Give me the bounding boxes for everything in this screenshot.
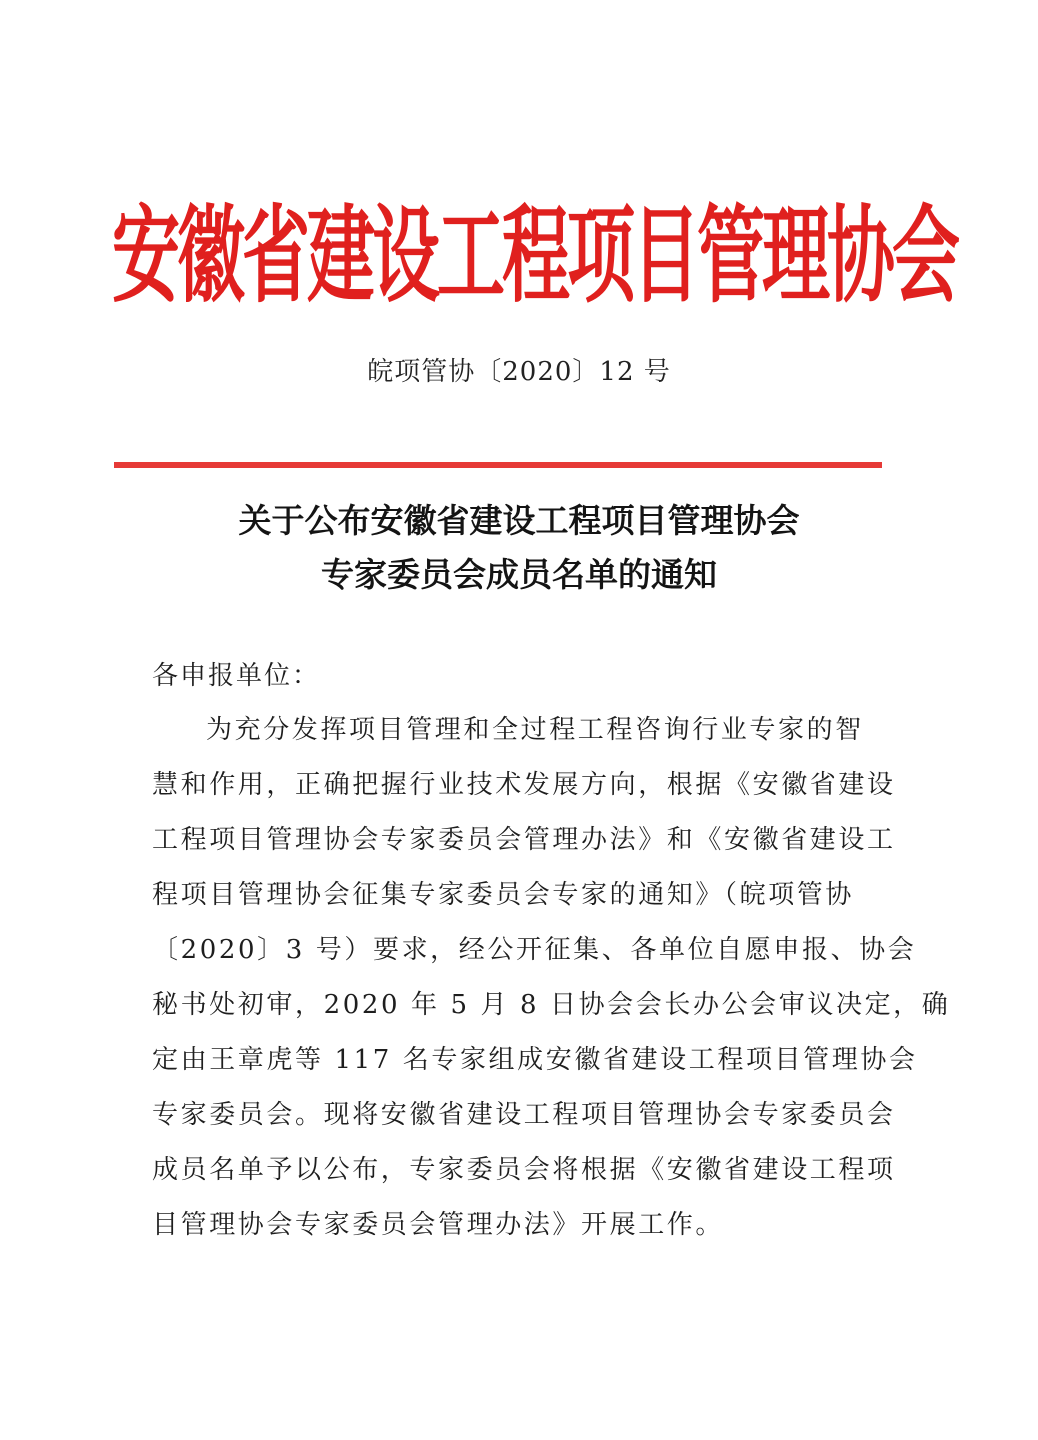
- body-line: 定由王章虎等 117 名专家组成安徽省建设工程项目管理协会: [152, 1045, 918, 1075]
- notice-title-line-2: 专家委员会成员名单的通知: [321, 555, 717, 594]
- body-line: 〔2020〕3 号）要求，经公开征集、各单位自愿申报、协会: [152, 935, 917, 965]
- body-line: 专家委员会。现将安徽省建设工程项目管理协会专家委员会: [152, 1100, 896, 1130]
- body-paragraph: [152, 703, 951, 1253]
- body-line: 目管理协会专家委员会管理办法》开展工作。: [152, 1210, 725, 1240]
- body-line: 工程项目管理协会专家委员会管理办法》和《安徽省建设工: [152, 825, 896, 855]
- red-divider-rule: [114, 462, 882, 468]
- body-line: 慧和作用，正确把握行业技术发展方向，根据《安徽省建设: [152, 770, 896, 800]
- organization-header: 安徽省建设工程项目管理协会: [112, 196, 958, 319]
- document-number: 皖项管协〔2020〕12 号: [367, 357, 671, 387]
- body-line: 成员名单予以公布，专家委员会将根据《安徽省建设工程项: [152, 1155, 896, 1185]
- notice-title: [0, 494, 1038, 602]
- body-line: 程项目管理协会征集专家委员会专家的通知》（皖项管协: [152, 880, 855, 910]
- salutation: 各申报单位：: [152, 661, 321, 691]
- body-line: 秘书处初审，2020 年 5 月 8 日协会会长办公会审议决定，确: [152, 990, 951, 1020]
- notice-title-line-1: 关于公布安徽省建设工程项目管理协会: [238, 501, 800, 540]
- body-line: 为充分发挥项目管理和全过程工程咨询行业专家的智: [206, 715, 864, 745]
